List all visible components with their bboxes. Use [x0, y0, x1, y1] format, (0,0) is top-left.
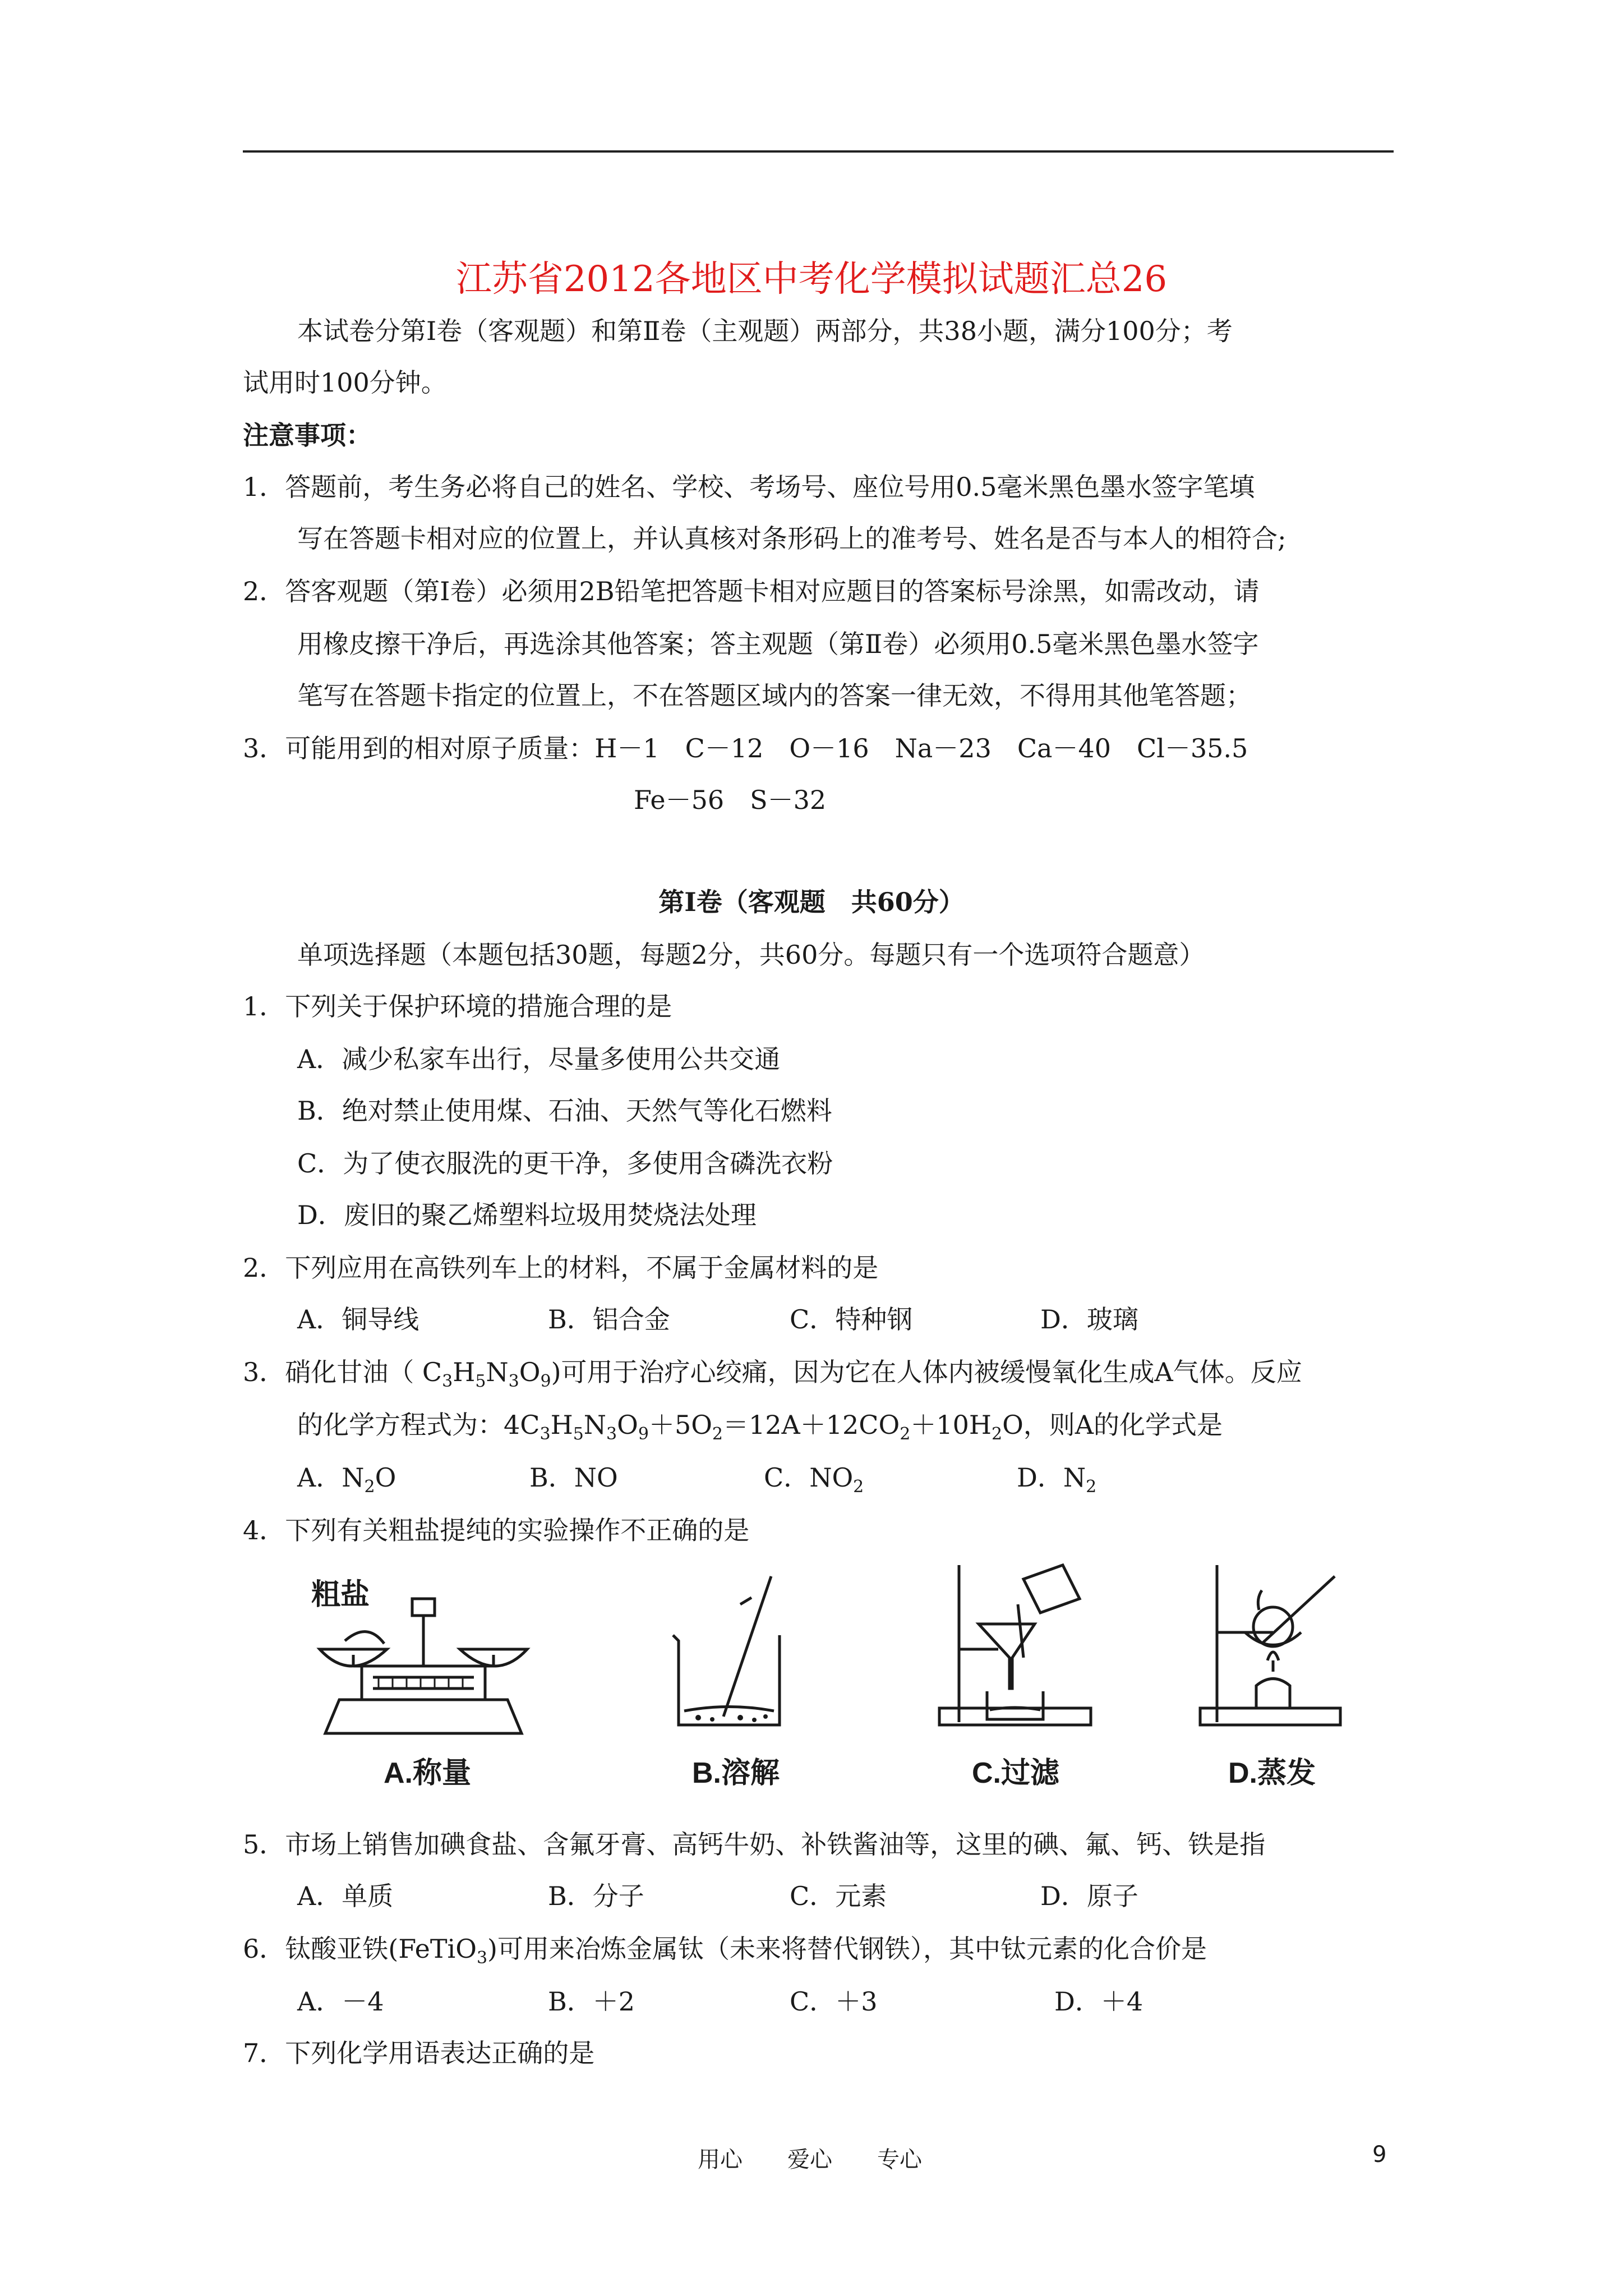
q2-stem: 2．下列应用在高铁列车上的材料，不属于金属材料的是 [243, 1253, 879, 1283]
note-2-line-2: 用橡皮擦干净后，再选涂其他答案；答主观题（第Ⅱ卷）必须用0.5毫米黑色墨水签字 [297, 629, 1259, 659]
q5-option-b: B．分子 [548, 1881, 644, 1911]
q2-option-d: D．玻璃 [1040, 1304, 1138, 1335]
notes-heading: 注意事项： [243, 420, 372, 450]
q4-stem: 4．下列有关粗盐提纯的实验操作不正确的是 [243, 1515, 750, 1545]
q3-option-c: C．$NO_2$ [764, 1462, 864, 1497]
caption-b: B.溶解 [692, 1757, 780, 1789]
note-1-line-2: 写在答题卡相对应的位置上，并认真核对条形码上的准考号、姓名是否与本人的相符合; [297, 523, 1287, 554]
note-2-line-3: 笔写在答题卡指定的位置上，不在答题区域内的答案一律无效，不得用其他笔答题； [297, 680, 1252, 711]
note-3-line-1: 3．可能用到的相对原子质量：H－1 C－12 O－16 Na－23 Ca－40 Cl－35.5 [243, 733, 1248, 763]
intro-line-2: 试用时100分钟。 [243, 367, 447, 398]
header-rule [243, 150, 1394, 153]
caption-c: C.过滤 [972, 1757, 1060, 1789]
caption-a: A.称量 [384, 1757, 472, 1789]
page-number: 9 [1372, 2142, 1387, 2168]
q5-option-c: C．元素 [790, 1881, 887, 1911]
q1-option-a: A．减少私家车出行，尽量多使用公共交通 [297, 1044, 781, 1074]
q6-option-d: D．＋4 [1054, 1986, 1144, 2017]
label-crude-salt: 粗盐 [311, 1578, 370, 1612]
q2-option-a: A．铜导线 [297, 1304, 419, 1335]
q1-option-b: B．绝对禁止使用煤、石油、天然气等化石燃料 [297, 1096, 832, 1126]
q6-option-c: C．＋3 [790, 1986, 878, 2017]
figure-balance [311, 1582, 536, 1745]
q5-stem: 5．市场上销售加碘食盐、含氟牙膏、高钙牛奶、补铁酱油等，这里的碘、氟、钙、铁是指 [243, 1829, 1266, 1860]
intro-line-1: 本试卷分第Ⅰ卷（客观题）和第Ⅱ卷（主观题）两部分，共38小题，满分100分；考 [297, 316, 1233, 346]
q5-option-a: A．单质 [297, 1881, 394, 1911]
page-title: 江苏省2012各地区中考化学模拟试题汇总26 [455, 259, 1168, 300]
q1-option-d: D．废旧的聚乙烯塑料垃圾用焚烧法处理 [297, 1200, 757, 1230]
q2-option-b: B．铝合金 [548, 1304, 670, 1335]
q6-stem: 6．钛酸亚铁(FeTiO$_3$)可用来冶炼金属钛（未来将替代钢铁），其中钛元素的化合价是 [243, 1934, 1207, 1968]
q7-stem: 7．下列化学用语表达正确的是 [243, 2038, 595, 2068]
figure-dissolve [656, 1571, 802, 1733]
q3-option-d: D．$N_2$ [1017, 1462, 1097, 1497]
q1-stem: 1．下列关于保护环境的措施合理的是 [243, 991, 672, 1022]
q1-option-c: C．为了使衣服洗的更干净，多使用含磷洗衣粉 [297, 1148, 833, 1179]
figure-filter [934, 1559, 1102, 1733]
q3-stem: 3．硝化甘油（ $C_3H_5N_3O_9$)可用于治疗心绞痛，因为它在人体内被缓慢氧化生成A气体。反应 [243, 1357, 1302, 1391]
q6-option-a: A．－4 [297, 1986, 384, 2017]
q3-equation: 的化学方程式为：$4C_3H_5N_3O_9+5O_2=12A+12CO_2+10H_2O$，则A的化学式是 [297, 1410, 1223, 1444]
q2-option-c: C．特种钢 [790, 1304, 913, 1335]
q5-option-d: D．原子 [1040, 1881, 1138, 1911]
q6-option-b: B．＋2 [548, 1986, 635, 2017]
footer-motto: 用心 爱心 专心 [698, 2147, 922, 2173]
section-instructions: 单项选择题（本题包括30题，每题2分，共60分。每题只有一个选项符合题意） [297, 940, 1205, 970]
q3-option-a: A．$N_2O$ [297, 1462, 396, 1497]
q3-option-b: B．NO [529, 1462, 618, 1493]
figure-evaporate [1195, 1559, 1346, 1733]
note-3-line-2: Fe－56 S－32 [634, 785, 827, 815]
note-2-line-1: 2．答客观题（第Ⅰ卷）必须用2B铅笔把答题卡相对应题目的答案标号涂黑，如需改动，请 [243, 576, 1260, 606]
caption-d: D.蒸发 [1228, 1757, 1316, 1789]
note-1-line-1: 1．答题前，考生务必将自己的姓名、学校、考场号、座位号用0.5毫米黑色墨水签字笔填 [243, 472, 1255, 502]
section-heading: 第Ⅰ卷（客观题 共60分） [658, 887, 965, 917]
